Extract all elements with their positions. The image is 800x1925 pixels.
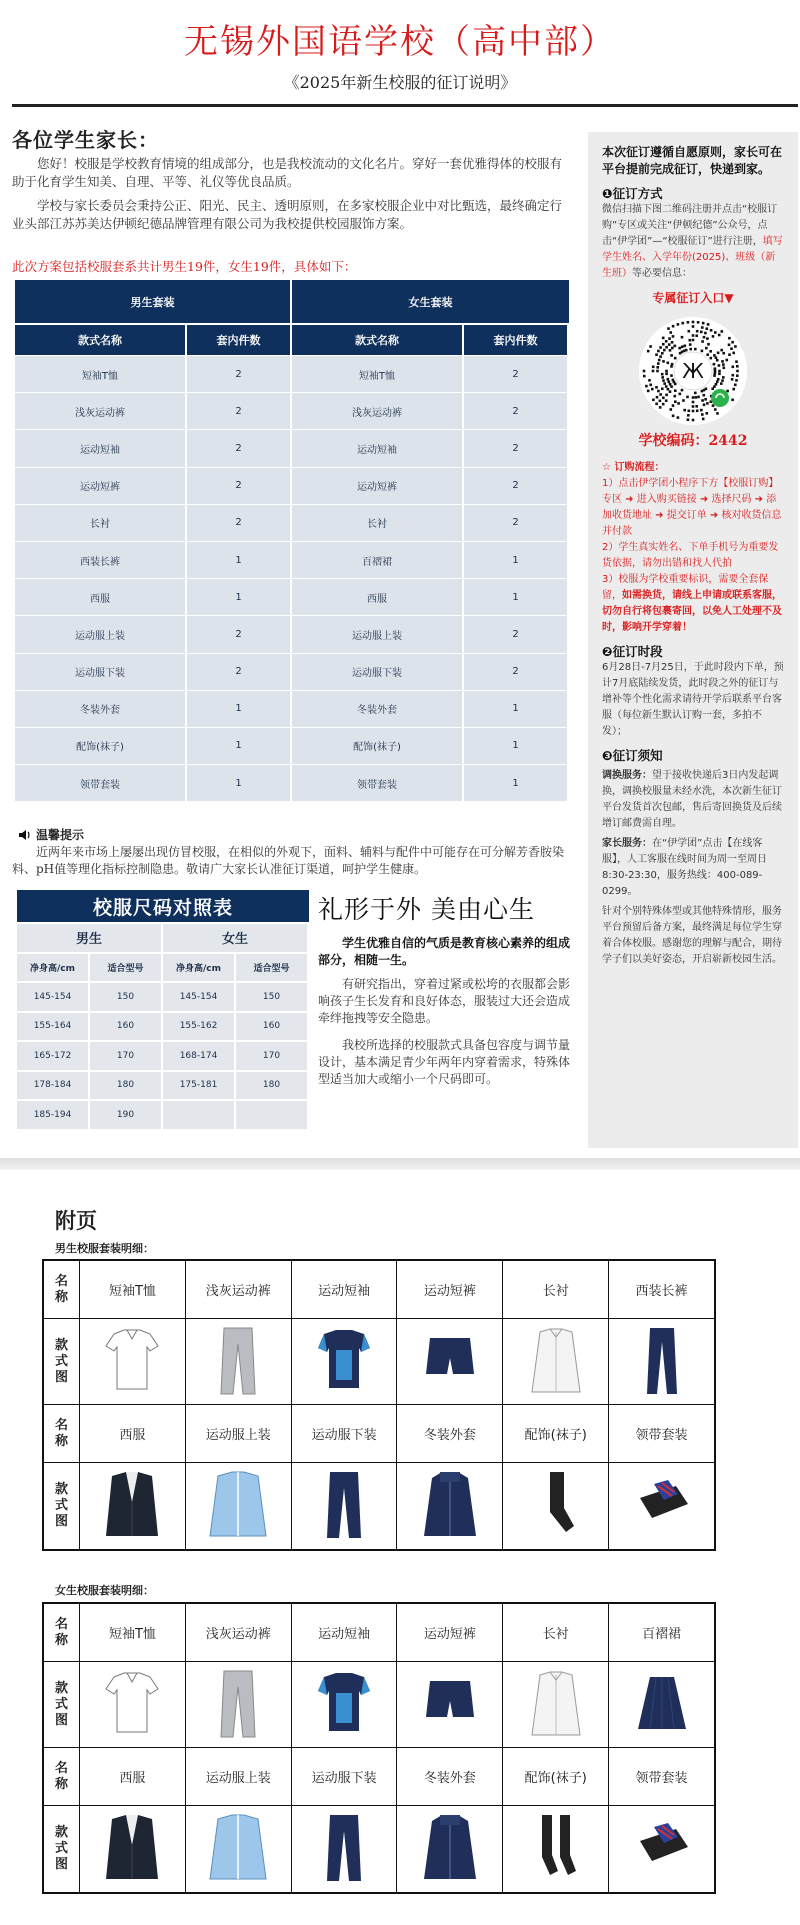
size-girls-size-header: 适合型号 (236, 952, 309, 982)
boys-item-count: 2 (187, 468, 292, 504)
school-code: 学校编码：2442 (638, 433, 748, 449)
boys-height-cell: 165-172 (17, 1040, 90, 1070)
parent-service (602, 836, 784, 900)
girls-size-cell: 180 (236, 1070, 309, 1100)
girls-height-cell: 155-162 (163, 1011, 236, 1041)
section-order-period-title: ❷征订时段 (602, 644, 663, 659)
girls-item-count: 1 (464, 765, 569, 801)
size-row (17, 1070, 309, 1100)
pants-gray-icon (206, 1667, 270, 1743)
parent-service-label: 家长服务： (602, 838, 652, 849)
shorts-icon (418, 1324, 482, 1400)
girls-item-name: 长衬 (292, 505, 464, 541)
boys-item-name: 西服 (15, 579, 187, 615)
garment-name: 短袖T恤 (80, 1604, 186, 1661)
garment-image-cell (80, 1463, 186, 1549)
boys-item-count: 2 (187, 616, 292, 652)
garment-name: 运动服上装 (186, 1748, 292, 1805)
boys-detail-table (42, 1259, 716, 1551)
garment-image-cell (292, 1662, 398, 1747)
garment-image-cell (292, 1319, 398, 1404)
name-row-label: 名称 (44, 1748, 80, 1805)
girls-height-cell: 175-181 (163, 1070, 236, 1100)
garment-name: 运动服下装 (292, 1748, 398, 1805)
table-row (15, 578, 571, 615)
order-info-sidebar (588, 132, 798, 1148)
boys-item-name: 运动服上装 (15, 616, 187, 652)
garment-name: 浅灰运动裤 (186, 1604, 292, 1661)
size-row (17, 981, 309, 1011)
boys-item-name: 冬装外套 (15, 691, 187, 727)
boys-item-name: 西装长裤 (15, 542, 187, 578)
boys-height-cell: 178-184 (17, 1070, 90, 1100)
boys-item-count: 1 (187, 542, 292, 578)
order-process-title: ☆ 订购流程： (602, 462, 665, 473)
girls-detail-caption: 女生校服套装明细： (55, 1584, 154, 1597)
garment-name: 运动短裤 (397, 1604, 503, 1661)
order-period-text: 6月28日-7月25日，于此时段内下单，预计7月底陆续发货，此时段之外的征订与增补等个性化需求请待开学后联系平台客服（每位新生默认订购一套，多拍不发）； (602, 662, 784, 737)
table-row (15, 541, 571, 578)
boys-item-count: 2 (187, 654, 292, 690)
image-row (44, 1662, 714, 1748)
garment-image-cell (186, 1662, 292, 1747)
girls-item-count: 2 (464, 356, 569, 392)
garment-name: 配饰(袜子) (503, 1405, 609, 1462)
garment-image-cell (609, 1806, 714, 1892)
garment-name: 领带套装 (635, 1428, 688, 1443)
garment-image-cell (186, 1319, 292, 1404)
size-boys-height-header: 净身高/cm (17, 952, 90, 982)
size-boys-size-header: 适合型号 (90, 952, 163, 982)
shirt-icon (524, 1324, 588, 1400)
boys-item-count: 2 (187, 505, 292, 541)
boys-height-cell: 145-154 (17, 981, 90, 1011)
table-row (15, 429, 571, 466)
order-process-step-3 (602, 572, 784, 636)
garment-name: 领带套装 (635, 1771, 688, 1786)
garment-image-cell (80, 1662, 186, 1747)
girls-item-name: 运动短裤 (292, 468, 464, 504)
garment-name: 西服 (80, 1748, 186, 1805)
garment-name: 长衬 (503, 1261, 609, 1318)
boys-size-cell: 190 (90, 1099, 163, 1129)
tie-set-icon (630, 1468, 694, 1544)
header-divider (12, 104, 798, 107)
boys-size-cell: 170 (90, 1040, 163, 1070)
garment-image-cell (292, 1463, 398, 1549)
garment-name: 冬装外套 (397, 1405, 503, 1462)
image-row (44, 1806, 714, 1892)
girls-col-name: 款式名称 (292, 323, 464, 355)
tie-set-icon (630, 1811, 694, 1887)
image-row (44, 1463, 714, 1549)
boys-item-name: 运动服下装 (15, 654, 187, 690)
section-order-notes-title: ❸征订须知 (602, 748, 663, 763)
order-method-text (602, 202, 784, 282)
garment-name: 长衬 (503, 1604, 609, 1661)
table-row (15, 467, 571, 504)
garment-image-cell (186, 1463, 292, 1549)
girls-item-count: 2 (464, 654, 569, 690)
garment-image-cell (292, 1806, 398, 1892)
size-boys-header: 男生 (17, 922, 163, 952)
garment-image-cell (503, 1806, 609, 1892)
boys-item-name: 运动短袖 (15, 430, 187, 466)
girls-col-count: 套内件数 (464, 323, 569, 355)
girls-size-cell: 150 (236, 981, 309, 1011)
girls-height-cell: 145-154 (163, 981, 236, 1011)
boys-height-cell: 155-164 (17, 1011, 90, 1041)
boys-item-name: 长衬 (15, 505, 187, 541)
girls-set-header: 女生套装 (292, 280, 569, 323)
boys-item-count: 1 (187, 579, 292, 615)
name-row (44, 1405, 714, 1463)
name-row-label: 名称 (44, 1405, 80, 1462)
garment-name: 西服 (80, 1405, 186, 1462)
qr-code[interactable] (638, 316, 748, 426)
greeting-heading: 各位学生家长： (12, 128, 159, 152)
garment-name: 冬装外套 (397, 1748, 503, 1805)
sock-icon (524, 1468, 588, 1544)
exchange-service-label: 调换服务： (602, 770, 652, 781)
section-separator (0, 1158, 800, 1170)
boys-item-count: 1 (187, 765, 292, 801)
girls-item-name: 运动短袖 (292, 430, 464, 466)
uniform-set-table (15, 280, 571, 801)
table-row (15, 727, 571, 764)
girls-size-cell (236, 1099, 309, 1129)
tip-label: 温馨提示 (36, 828, 85, 842)
size-girls-header: 女生 (163, 922, 309, 952)
intro-paragraph-2: 学校与家长委员会秉持公正、阳光、民主、透明原则，在多家校服企业中对比甄选，最终确定行业头部江苏苏美达伊顿纪德品牌管理有限公司为我校提供校园服饰方案。 (12, 198, 563, 231)
boys-item-name: 浅灰运动裤 (15, 393, 187, 429)
order-process-step-3-b: 如需换货，请线上申请或联系客服，切勿自行将包裹寄回，以免人工处理不及时，影响开学穿着！ (602, 590, 782, 633)
name-row (44, 1604, 714, 1662)
girls-item-count: 1 (464, 579, 569, 615)
intro-paragraph-1: 您好！校服是学校教育情境的组成部分，也是我校流动的文化名片。穿好一套优雅得体的校服有助于化育学生知美、自理、平等、礼仪等优良品质。 (12, 156, 563, 189)
girls-size-cell: 160 (236, 1011, 309, 1041)
qr-code-icon (638, 316, 748, 426)
boys-item-name: 运动短裤 (15, 468, 187, 504)
garment-name: 运动服下装 (292, 1405, 398, 1462)
boys-size-cell: 180 (90, 1070, 163, 1100)
garment-image-cell (397, 1319, 503, 1404)
girls-item-name: 浅灰运动裤 (292, 393, 464, 429)
size-row (17, 1099, 309, 1129)
garment-image-cell (609, 1463, 714, 1549)
garment-name: 西装长裤 (635, 1284, 688, 1299)
garment-name: 运动短袖 (292, 1261, 398, 1318)
girls-item-count: 1 (464, 728, 569, 764)
name-row (44, 1748, 714, 1806)
plan-note: 此次方案包括校服套系共计男生19件，女生19件，具体如下： (12, 259, 357, 274)
trousers-icon (630, 1324, 694, 1400)
size-girls-height-header: 净身高/cm (163, 952, 236, 982)
qr-label: 专属征订入口▼ (652, 291, 734, 305)
boys-item-count: 2 (187, 393, 292, 429)
girls-item-count: 2 (464, 505, 569, 541)
garment-image-cell (397, 1662, 503, 1747)
shorts-icon (418, 1667, 482, 1743)
table-row (15, 392, 571, 429)
garment-name: 运动短袖 (292, 1604, 398, 1661)
girls-item-name: 运动服上装 (292, 616, 464, 652)
uniform-set-rows (15, 355, 571, 801)
size-chart (17, 890, 309, 1129)
girls-item-name: 短袖T恤 (292, 356, 464, 392)
order-method-text-a: 微信扫描下图二维码注册并点击“校服订购”专区或关注“伊顿纪德”公众号，点击“伊学团”—“校服征订”进行注册， (602, 204, 778, 247)
tee-icon (100, 1324, 164, 1400)
boys-item-count: 1 (187, 728, 292, 764)
tip-text: 近两年来市场上屡屡出现仿冒校服，在相似的外观下，面料、辅料与配件中可能存在可分解芳香胺染料、pH值等理化指标控制隐患。敬请广大家长认准征订渠道，呵护学生健康。 (12, 845, 565, 876)
coat-icon (418, 1811, 482, 1887)
girls-item-count: 2 (464, 468, 569, 504)
table-row (15, 355, 571, 392)
jacket-light-icon (206, 1811, 270, 1887)
order-method-required-fields: 填写学生姓名、入学年份(2025)、班级（新生班） (602, 236, 783, 279)
order-process-step-1: 1）点击伊学团小程序下方【校服订购】专区 ➜ 进入购买链接 ➜ 选择尺码 ➜ 添加收货地址 ➜ 提交订单 ➜ 核对收货信息并付款 (602, 478, 782, 537)
boys-set-header: 男生套装 (15, 280, 292, 323)
girls-height-cell (163, 1099, 236, 1129)
boys-size-cell: 150 (90, 981, 163, 1011)
closing-note: 针对个别特殊体型或其他特殊情形，服务平台预留后备方案，最终满足每位学生穿着合体校服。感谢您的理解与配合，期待学子们以美好姿态，开启崭新校园生活。 (602, 906, 782, 965)
girls-item-count: 2 (464, 616, 569, 652)
boys-item-name: 配饰(袜子) (15, 728, 187, 764)
order-method-text-b: 等必要信息： (632, 268, 692, 279)
boys-col-name: 款式名称 (15, 323, 187, 355)
garment-image-cell (503, 1662, 609, 1747)
boys-item-name: 领带套装 (15, 765, 187, 801)
pants-navy-icon (312, 1811, 376, 1887)
girls-item-name: 配饰(袜子) (292, 728, 464, 764)
garment-image-cell (397, 1806, 503, 1892)
motto-paragraph-2: 有研究指出，穿着过紧或松垮的衣服都会影响孩子生长发育和良好体态，服装过大还会造成牵绊拖拽等安全隐患。 (318, 977, 571, 1025)
garment-image-cell (397, 1463, 503, 1549)
motto-paragraph-1: 学生优雅自信的气质是教育核心素养的组成部分，相随一生。 (318, 936, 571, 967)
girls-item-count: 2 (464, 430, 569, 466)
girls-item-count: 2 (464, 393, 569, 429)
girls-item-name: 百褶裙 (292, 542, 464, 578)
speaker-icon (18, 826, 32, 845)
page-title: 无锡外国语学校（高中部） (184, 22, 616, 62)
garment-image-cell (80, 1319, 186, 1404)
blazer-icon (100, 1811, 164, 1887)
table-row (15, 615, 571, 652)
table-row (15, 764, 571, 801)
size-row (17, 1011, 309, 1041)
motto-heading: 礼形于外 美由心生 (318, 895, 535, 924)
garment-name: 短袖T恤 (80, 1261, 186, 1318)
girls-item-count: 1 (464, 691, 569, 727)
image-row-label: 款式图 (44, 1806, 80, 1892)
boys-item-name: 短袖T恤 (15, 356, 187, 392)
table-row (15, 504, 571, 541)
boys-item-count: 1 (187, 691, 292, 727)
girls-height-cell: 168-174 (163, 1040, 236, 1070)
garment-name: 运动短裤 (397, 1261, 503, 1318)
image-row-label: 款式图 (44, 1319, 80, 1404)
exchange-service-text: 望于接收快递后3日内发起调换，调换校服量未经水洗，本次新生征订平台发货首次包邮，售后寄回换货及后续增订邮费需自理。 (602, 770, 782, 829)
shirt-icon (524, 1667, 588, 1743)
tee-icon (100, 1667, 164, 1743)
girls-item-count: 1 (464, 542, 569, 578)
pants-navy-icon (312, 1468, 376, 1544)
boys-size-cell: 160 (90, 1011, 163, 1041)
blazer-icon (100, 1468, 164, 1544)
sport-tee-icon (312, 1667, 376, 1743)
socks-pair-icon (524, 1811, 588, 1887)
sport-tee-icon (312, 1324, 376, 1400)
boys-item-count: 2 (187, 430, 292, 466)
size-chart-title: 校服尺码对照表 (17, 890, 309, 922)
size-chart-rows (17, 981, 309, 1129)
page-subtitle: 《2025年新生校服的征订说明》 (283, 73, 517, 92)
table-row (15, 690, 571, 727)
sidebar-lead: 本次征订遵循自愿原则，家长可在平台提前完成征订，快递到家。 (602, 145, 783, 176)
pants-gray-icon (206, 1324, 270, 1400)
girls-item-name: 西服 (292, 579, 464, 615)
garment-image-cell (609, 1319, 714, 1404)
garment-image-cell (503, 1319, 609, 1404)
girls-size-cell: 170 (236, 1040, 309, 1070)
girls-item-name: 领带套装 (292, 765, 464, 801)
garment-image-cell (503, 1463, 609, 1549)
name-row (44, 1261, 714, 1319)
svg-text:Ж: Ж (682, 359, 704, 383)
table-row (15, 653, 571, 690)
garment-name: 运动服上装 (186, 1405, 292, 1462)
boys-col-count: 套内件数 (187, 323, 292, 355)
garment-image-cell (186, 1806, 292, 1892)
garment-name: 浅灰运动裤 (186, 1261, 292, 1318)
section-order-method-title: ❶征订方式 (602, 186, 663, 201)
boys-height-cell: 185-194 (17, 1099, 90, 1129)
image-row-label: 款式图 (44, 1662, 80, 1747)
image-row-label: 款式图 (44, 1463, 80, 1549)
image-row (44, 1319, 714, 1405)
size-row (17, 1040, 309, 1070)
garment-name: 配饰(袜子) (503, 1748, 609, 1805)
name-row-label: 名称 (44, 1261, 80, 1318)
garment-image-cell (609, 1662, 714, 1747)
coat-icon (418, 1468, 482, 1544)
boys-detail-caption: 男生校服套装明细： (55, 1242, 154, 1255)
exchange-service (602, 768, 784, 832)
order-process-step-2: 2）学生真实姓名、下单手机号为重要发货依据，请勿出错和找人代拍 (602, 542, 779, 569)
skirt-icon (630, 1667, 694, 1743)
boys-item-count: 2 (187, 356, 292, 392)
name-row-label: 名称 (44, 1604, 80, 1661)
girls-detail-table (42, 1602, 716, 1894)
parent-service-text: 在“伊学团”点击【在线客服】，人工客服在线时间为周一至周日8:30-23:30，服务热线：400-089-0299。 (602, 838, 767, 897)
order-process-step-3-a: 3）校服为学校重要标识，需要全套保留， (602, 574, 769, 601)
jacket-light-icon (206, 1468, 270, 1544)
girls-item-name: 运动服下装 (292, 654, 464, 690)
garment-image-cell (80, 1806, 186, 1892)
motto-paragraph-3: 我校所选择的校服款式具备包容度与调节量设计，基本满足青少年两年内穿着需求，特殊体型适当加大或缩小一个尺码即可。 (318, 1038, 571, 1086)
garment-name: 百褶裙 (642, 1627, 682, 1642)
girls-item-name: 冬装外套 (292, 691, 464, 727)
appendix-title: 附页 (55, 1209, 97, 1233)
